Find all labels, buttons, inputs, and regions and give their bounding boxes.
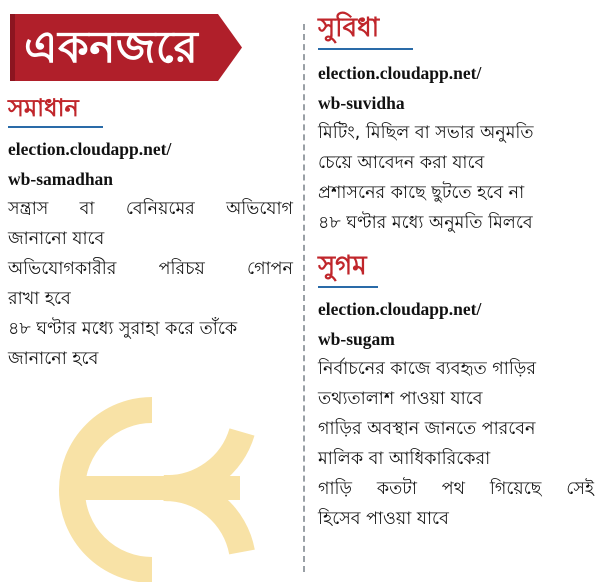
banner-title: একনজরে	[24, 22, 199, 73]
section-sugam	[318, 248, 594, 534]
body-line: মিটিং, মিছিল বা সভার অনুমতি	[318, 123, 534, 143]
samadhan-heading-block	[8, 92, 103, 128]
body-line: জানানো যাবে	[8, 229, 105, 249]
body-line: ৪৮ ঘণ্টার মধ্যে সুরাহা করে তাঁকে	[8, 319, 238, 339]
body-line: রাখা হবে	[8, 289, 71, 309]
section-link[interactable]: election.cloudapp.net/	[318, 299, 482, 319]
section-heading: সুবিধা	[318, 13, 380, 43]
heading-underline	[8, 126, 103, 128]
title-banner	[10, 14, 242, 81]
sugam-heading-block	[318, 248, 378, 288]
body-line: গাড়ি কতটা পথ গিয়েছে সেই	[318, 479, 594, 499]
body-line: প্রশাসনের কাছে ছুটতে হবে না	[318, 183, 525, 203]
election-emblem-icon	[52, 392, 262, 582]
section-link-path[interactable]: wb-suvidha	[318, 93, 405, 113]
body-line: জানানো হবে	[8, 349, 99, 369]
section-samadhan	[8, 92, 293, 374]
section-link-path[interactable]: wb-samadhan	[8, 169, 114, 189]
body-line: ৪৮ ঘণ্টার মধ্যে অনুমতি মিলবে	[318, 213, 533, 233]
body-line: মালিক বা আধিকারিকেরা	[318, 449, 491, 469]
section-suvidha	[318, 10, 594, 238]
body-line: সন্ত্রাস বা বেনিয়মের অভিযোগ	[8, 199, 293, 219]
section-heading: সমাধান	[8, 94, 79, 122]
right-column	[318, 10, 594, 534]
section-heading: সুগম	[318, 251, 367, 281]
body-line: গাড়ির অবস্থান জানতে পারবেন	[318, 419, 536, 439]
section-link-path[interactable]: wb-sugam	[318, 329, 395, 349]
body-line: চেয়ে আবেদন করা যাবে	[318, 153, 485, 173]
section-link[interactable]: election.cloudapp.net/	[8, 139, 172, 159]
suvidha-heading-block	[318, 10, 413, 50]
heading-underline	[318, 286, 378, 288]
body-line: নির্বাচনের কাজে ব্যবহৃত গাড়ির	[318, 359, 536, 379]
heading-underline	[318, 48, 413, 50]
body-line: হিসেব পাওয়া যাবে	[318, 509, 449, 529]
body-line: অভিযোগকারীর পরিচয় গোপন	[8, 259, 293, 279]
column-divider	[303, 24, 305, 572]
section-link[interactable]: election.cloudapp.net/	[318, 63, 482, 83]
body-line: তথ্যতালাশ পাওয়া যাবে	[318, 389, 483, 409]
